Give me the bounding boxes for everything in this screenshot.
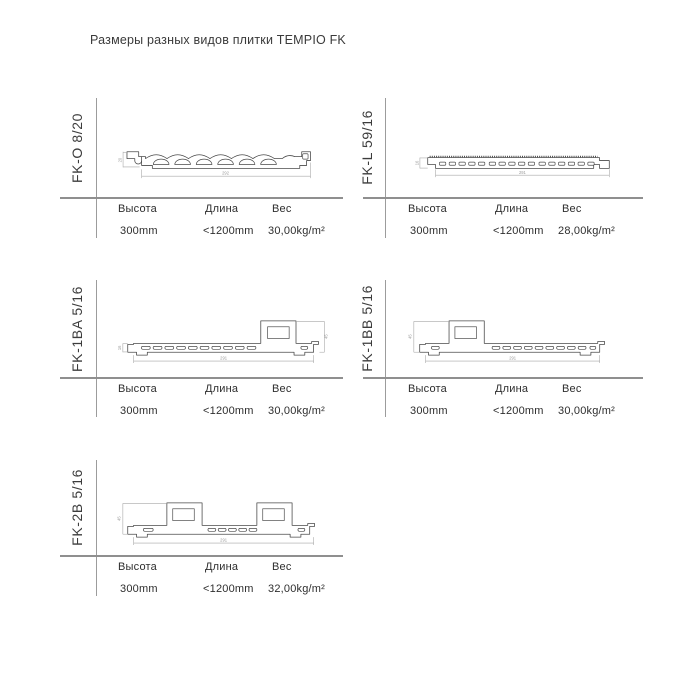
value-weight: 30,00kg/m² bbox=[268, 405, 326, 417]
box-hole bbox=[455, 327, 477, 339]
dim-height-label: 16 bbox=[116, 345, 122, 351]
section-divider-vertical bbox=[96, 280, 97, 417]
section-label-text: FK-1BB 5/16 bbox=[359, 285, 375, 372]
value-length: <1200mm bbox=[203, 225, 254, 237]
dim-height-label: 45 bbox=[116, 516, 122, 521]
col-header-height: Высота bbox=[118, 203, 157, 215]
section-label-text: FK-1BA 5/16 bbox=[69, 285, 85, 372]
profile-drawing-fk-2b bbox=[116, 496, 341, 547]
col-header-height: Высота bbox=[408, 383, 447, 395]
col-header-weight: Вес bbox=[562, 383, 582, 395]
page-title: Размеры разных видов плитки TEMPIO FK bbox=[90, 33, 346, 47]
section-divider-vertical bbox=[96, 460, 97, 596]
col-header-length: Длина bbox=[205, 383, 239, 395]
col-header-weight: Вес bbox=[272, 203, 292, 215]
col-header-weight: Вес bbox=[272, 561, 292, 573]
dim-height-label: 45 bbox=[407, 334, 413, 339]
value-length: <1200mm bbox=[203, 405, 254, 417]
dim-height-label: 20 bbox=[117, 157, 123, 163]
value-weight: 30,00kg/m² bbox=[268, 225, 326, 237]
dim-width-label: 291 bbox=[220, 355, 228, 361]
section-divider-vertical bbox=[385, 98, 386, 238]
dim-width-label: 291 bbox=[220, 537, 228, 543]
table-top-rule bbox=[60, 555, 343, 557]
section-label-fk-1ba bbox=[62, 280, 92, 377]
value-length: <1200mm bbox=[493, 225, 544, 237]
section-label-text: FK-L 59/16 bbox=[359, 110, 375, 185]
dim-width-label: 291 bbox=[509, 355, 517, 361]
section-label-fk-o bbox=[62, 98, 92, 197]
table-top-rule bbox=[60, 197, 343, 199]
value-height: 300mm bbox=[410, 405, 448, 417]
table-top-rule bbox=[60, 377, 343, 379]
value-length: <1200mm bbox=[203, 583, 254, 595]
col-header-length: Длина bbox=[205, 203, 239, 215]
table-top-rule bbox=[363, 377, 643, 379]
profile-drawing-fk-o bbox=[116, 143, 341, 184]
dim-height-label: 16 bbox=[414, 160, 420, 166]
box-hole bbox=[268, 327, 290, 339]
col-header-height: Высота bbox=[118, 561, 157, 573]
value-weight: 32,00kg/m² bbox=[268, 583, 326, 595]
profile-drawing-fk-1bb bbox=[406, 314, 631, 365]
end-slot bbox=[303, 154, 308, 159]
value-height: 300mm bbox=[410, 225, 448, 237]
section-divider-vertical bbox=[385, 280, 386, 417]
value-weight: 28,00kg/m² bbox=[558, 225, 616, 237]
profile-drawing-fk-1ba bbox=[116, 314, 341, 365]
box-hole bbox=[173, 509, 195, 521]
box-hole bbox=[263, 509, 285, 521]
profile-drawing-fk-l bbox=[406, 143, 631, 184]
section-label-fk-l bbox=[352, 98, 382, 197]
col-header-height: Высота bbox=[118, 383, 157, 395]
section-label-fk-1bb bbox=[352, 280, 382, 377]
dim-box-height-label: 45 bbox=[323, 334, 329, 339]
section-label-fk-2b bbox=[62, 460, 92, 555]
col-header-length: Длина bbox=[495, 383, 529, 395]
col-header-length: Длина bbox=[495, 203, 529, 215]
value-weight: 30,00kg/m² bbox=[558, 405, 616, 417]
value-height: 300mm bbox=[120, 225, 158, 237]
col-header-weight: Вес bbox=[562, 203, 582, 215]
col-header-height: Высота bbox=[408, 203, 447, 215]
section-label-text: FK-2B 5/16 bbox=[69, 469, 85, 546]
value-height: 300mm bbox=[120, 583, 158, 595]
section-divider-vertical bbox=[96, 98, 97, 238]
dim-width-label: 292 bbox=[222, 170, 229, 176]
value-length: <1200mm bbox=[493, 405, 544, 417]
table-top-rule bbox=[363, 197, 643, 199]
dim-width-label: 291 bbox=[518, 169, 526, 175]
value-height: 300mm bbox=[120, 405, 158, 417]
col-header-weight: Вес bbox=[272, 383, 292, 395]
col-header-length: Длина bbox=[205, 561, 239, 573]
section-label-text: FK-O 8/20 bbox=[69, 112, 85, 183]
